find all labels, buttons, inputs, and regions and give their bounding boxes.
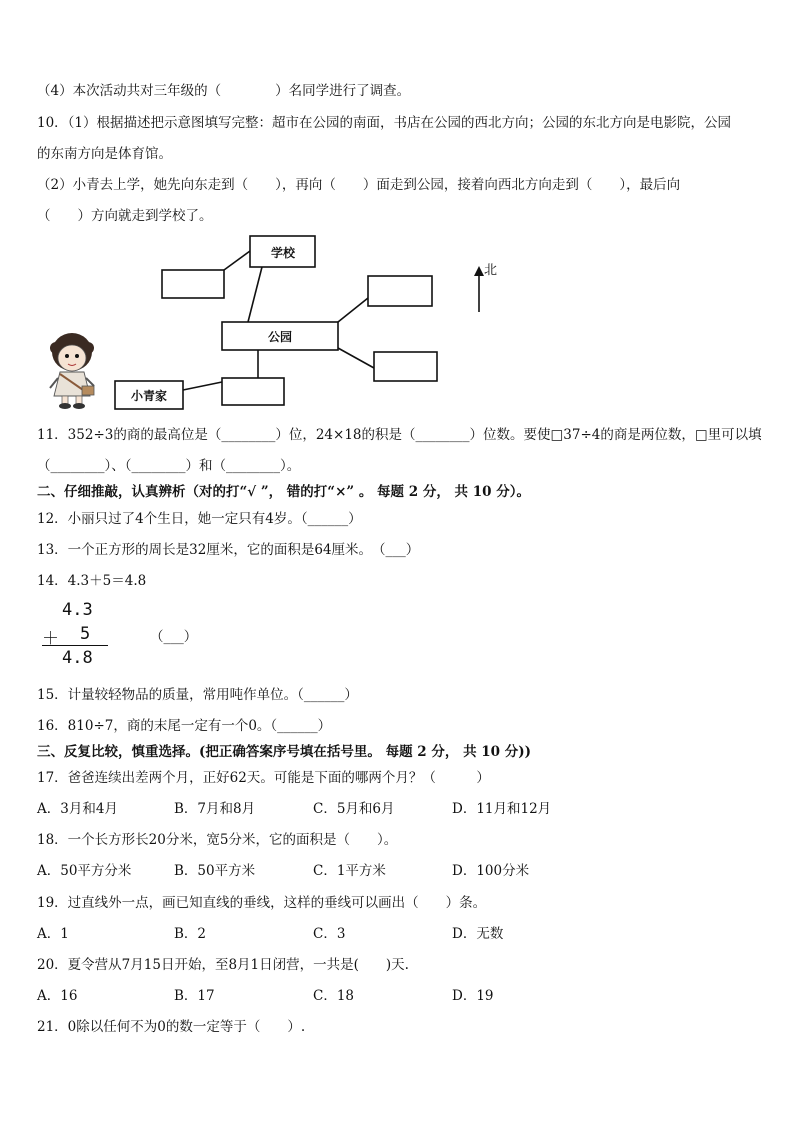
question-17: 17．爸爸连续出差两个月，正好62天。可能是下面的哪两个月？（ ） [37, 770, 490, 786]
empty-box-southeast [374, 352, 437, 381]
question-10-part2-line1: （2）小青去上学，她先向东走到（ ），再向（ ）面走到公园，接着向西北方向走到（ ），最后向 [37, 177, 681, 193]
q20-option-d: D．19 [452, 988, 494, 1004]
section-3-heading: 三、反复比较，慎重选择。(把正确答案序号填在括号里。 每题 2 分， 共 10 分)) [37, 744, 532, 760]
question-9-4: （4）本次活动共对三年级的（ ）名同学进行了调查。 [37, 83, 411, 99]
q20-option-c: C．18 [313, 988, 355, 1004]
empty-box-northeast [368, 276, 432, 306]
q18-option-a: A．50平方分米 [37, 863, 132, 879]
line-park-gym [338, 348, 374, 368]
question-16: 16．810÷7，商的末尾一定有一个0。（______） [37, 718, 332, 734]
school-box [250, 236, 315, 267]
question-21: 21．0除以任何不为0的数一定等于（ ）. [37, 1019, 306, 1035]
question-20: 20．夏令营从7月15日开始，至8月1日闭营，一共是( )天. [37, 957, 409, 973]
park-box [222, 322, 338, 350]
home-label: 小青家 [130, 389, 168, 403]
question-19: 19．过直线外一点，画已知直线的垂线，这样的垂线可以画出（ ）条。 [37, 895, 487, 911]
q17-option-b: B．7月和8月 [174, 801, 256, 817]
question-13: 13．一个正方形的周长是32厘米，它的面积是64厘米。 （___） [37, 542, 420, 558]
north-arrow-icon [474, 266, 484, 276]
q17-option-c: C．5月和6月 [313, 801, 395, 817]
question-18: 18．一个长方形长20分米，宽5分米，它的面积是（ ）。 [37, 832, 398, 848]
empty-box-northwest [162, 270, 224, 298]
q19-option-b: B．2 [174, 926, 207, 942]
question-10-part2-line2: （ ）方向就走到学校了。 [37, 208, 213, 224]
q19-option-a: A．1 [37, 926, 69, 942]
park-label: 公园 [267, 330, 293, 344]
q20-option-a: A．16 [37, 988, 78, 1004]
line-park-school [248, 267, 262, 322]
vertical-calc-addend: 5 [80, 624, 91, 644]
q18-option-b: B．50平方米 [174, 863, 256, 879]
vertical-calc-top: 4.3 [62, 600, 93, 620]
q18-option-c: C．1平方米 [313, 863, 386, 879]
q18-option-d: D．100分米 [452, 863, 530, 879]
north-label: 北 [484, 263, 498, 278]
vertical-calc-operator: ＋ [42, 629, 59, 649]
question-14-answer-blank: （___） [150, 629, 198, 645]
question-10-part1-line2: 的东南方向是体育馆。 [37, 146, 172, 162]
home-box [115, 381, 183, 409]
section-2-heading: 二、仔细推敲，认真辨析（对的打“√ ”， 错的打“×” 。 每题 2 分， 共 10 分）。 [37, 484, 530, 500]
question-15: 15．计量较轻物品的质量，常用吨作单位。（______） [37, 687, 358, 703]
line-park-cinema [338, 298, 368, 322]
question-10-part1-line1: 10．（1）根据描述把示意图填写完整：超市在公园的南面，书店在公园的西北方向；公园的东北方向是电影院，公园 [37, 115, 732, 131]
question-11-line2: （________）、（________）和（________）。 [37, 458, 301, 474]
q19-option-c: C．3 [313, 926, 346, 942]
vertical-calc-line [42, 645, 108, 646]
q17-option-d: D．11月和12月 [452, 801, 552, 817]
q17-option-a: A．3月和4月 [37, 801, 118, 817]
vertical-calc-result: 4.8 [62, 648, 93, 668]
school-label: 学校 [270, 246, 296, 260]
question-11-line1: 11．352÷3的商的最高位是（________）位，24×18的积是（________）位数。要使□37÷4的商是两位数，□里可以填 [37, 427, 762, 443]
empty-box-south [222, 378, 284, 405]
q19-option-d: D．无数 [452, 926, 504, 942]
line-home-market [183, 382, 222, 390]
question-12: 12．小丽只过了4个生日，她一定只有4岁。（______） [37, 511, 362, 527]
q20-option-b: B．17 [174, 988, 215, 1004]
line-school-box [224, 251, 250, 270]
question-14: 14．4.3＋5＝4.8 [37, 573, 147, 589]
girl-illustration [50, 333, 94, 409]
